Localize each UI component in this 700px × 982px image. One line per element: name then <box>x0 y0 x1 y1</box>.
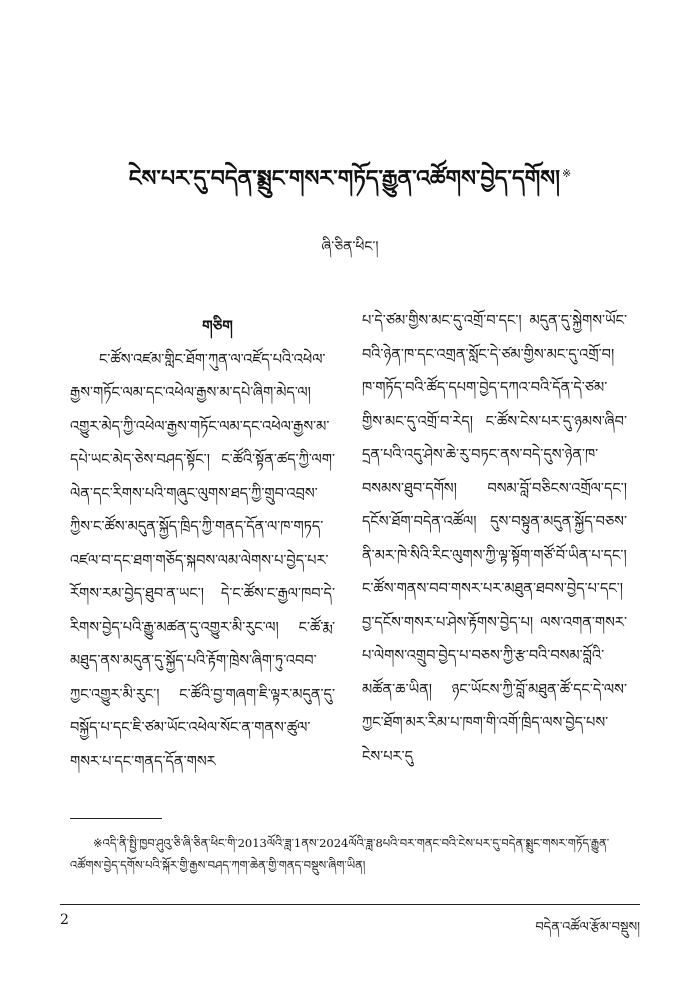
section-heading: གཅིག <box>202 317 233 335</box>
article-title-text: ངེས་པར་དུ་བདེན་སྨྲུང་གསར་གཏོད་རྒྱུན་འཚོགས་བྱེད་དགོས། <box>128 165 560 192</box>
left-column-body: ང་ཚོས་འཛམ་གླིང་ཐོག་ཀུན་ལ་འཛོད་པའི་འཕེལ་རྒྱས་གཏོང་ལམ་དང་འཕེལ་རྒྱས་མ་དཔེ་ཞིག་མེད་ལ། འགྱུར་མེད་ཀྱི་འཕེལ་རྒྱས་གཏོང་ལམ་དང་འཕེལ་རྒྱས་མ་དཔེ་ཡང་མེད་ཅེས་བཤད་སྟོང་། ང་ཚོའི་སྟོན་ཚད་ཀྱི་ལག་ལེན་དང་རིགས་པའི་གཞུང་ལུགས་ཐད་ཀྱི་གྲུབ་འབྲས་ཀྱིས་ང་ཚོས་མདུན་སྐྱོད་ཁྲིད་ཀྱི་གནད་དོན་ལ་ཁ་གཏད་འཛལ་བ་དང་ཐག་གཅོད་སྐབས་ལམ་ལེགས་པ་བྱེད་པར་རོགས་རམ་བྱེད་ཐུབ་ན་ཡང་། དེ་ང་ཚོས་ང་རྒྱལ་ཁབ་དེ་རིགས་བྱེད་པའི་རྒྱུ་མཚན་དུ་འགྱུར་མི་རུང་ལ། ང་ཚོ་རྨ་མཐུད་ནས་མདུན་དུ་སྐྱོད་པའི་རྟོག་ཁྲེས་ཞིག་ཏུ་འབབ་ཀྱང་འགྱུར་མི་རུང་། ང་ཚོའི་བྱ་གཞག་ཇི་ལྟར་མདུན་དུ་བསྐྱོད་པ་དང་ཇི་ཙམ་ཡོང་འཕེལ་སོང་ན་གནས་ཚུལ་གསར་པ་དང་གནད་དོན་གསར <box>70 351 335 770</box>
right-column-body: པ་དེ་ཙམ་གྱིས་མང་དུ་འགྲོ་བ་དང་། མདུན་དུ་སྐྱེགས་ཡོང་བའི་ཉེན་ཁ་དང་འགྲན་སློང་དེ་ཙམ་གྱིས་མང་དུ་འགྲོ་བ། ཁ་གཏོད་བའི་ཚོད་དཔག་བྱེད་དཀའ་བའི་དོན་དེ་ཙམ་གྱིས་མང་དུ་འགྲོ་བ་རེད། ང་ཚོས་ངེས་པར་དུ་ཉམས་ཞིབ་དྲན་པའི་འདུ་ཤེས་ཆེ་རུ་བཏང་ནས་བདེ་དུས་ཉེན་ཁ་བསམས་ཐུབ་དགོས། བསམ་བློ་བཅིངས་འགྲོལ་དང་། དངོས་ཐོག་བདེན་འཚོལ། དུས་བསྟུན་མདུན་སྐྱོད་བཅས་ནི་མར་ཁེ་སིའི་རིང་ལུགས་ཀྱི་ལྟ་སྟོག་གཙོ་བོ་ཡིན་པ་དང་། ང་ཚོས་གནས་བབ་གསར་པར་མཐུན་ཐབས་བྱེད་པ་དང་། བྱ་དངོས་གསར་པ་ཤེས་རྟོགས་བྱེད་པ། ལས་འགན་གསར་པ་ལེགས་འགྲུབ་བྱེད་པ་བཅས་ཀྱི་རྩ་བའི་བསམ་བློའི་མཚོན་ཆ་ཡིན། ཉང་ཡོངས་ཀྱི་བློ་མཐུན་ཚོ་དང་དེ་ལས་ཀྱང་ཐོག་མར་རིམ་པ་ཁག་གི་འགོ་ཁྲིད་ལས་བྱེད་པས་ངེས་པར་དུ <box>362 313 627 765</box>
article-title <box>60 158 640 194</box>
footer-rule <box>60 904 640 905</box>
page-number: 2 <box>60 912 69 928</box>
footnote: ※འདི་ནི་སྤྱི་ཁྱབ་ཤུའུ་ཅི་ཞི་ཅིན་ཕིང་གི་2013ལོའི་ཟླ་1ནས་2024ལོའི་ཟླ་8པའི་བར་གནང་བའི་ངེས་པར་དུ་བདེན་སྨྲུང་གསར་གཏོད་རྒྱུན་འཚོགས་བྱེད་དགོས་པའི་སྐོར་གྱི་རྒྱས་བཤད་ཀག་ཆེན་གྱི་གནད་བསྡུས་ཞིག་ཡིན། <box>70 836 610 872</box>
running-footer-title: བདེན་འཚོལ་རྩོམ་བསྡུས། <box>535 920 640 935</box>
author-name: ཞི་ཅིན་ཕིང་། <box>321 239 379 255</box>
footnote-reference-mark: ※ <box>561 167 572 180</box>
left-column <box>70 310 335 779</box>
right-column <box>362 305 627 774</box>
footnote-separator <box>70 818 162 819</box>
